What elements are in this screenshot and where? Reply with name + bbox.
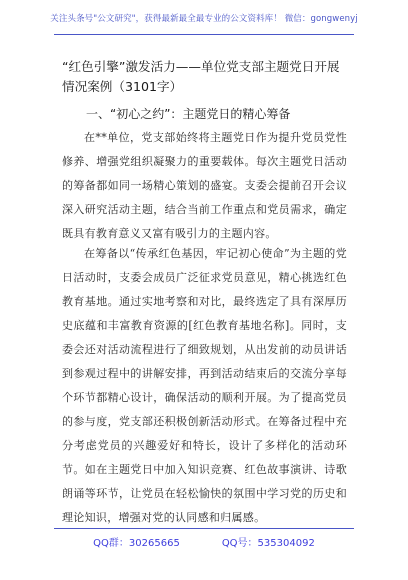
page-header [0, 0, 408, 44]
document-title: “红色引擎”激发活力——单位党支部主题党日开展情况案例（3101字） [62, 59, 340, 94]
body-paragraph: 在**单位，党支部始终将主题党日作为提升党员党性修养、增强党组织凝聚力的重要载体。每次主题党日活动的筹备都如同一场精心策划的盛宴。支委会提前召开会议深入研究活动主题，结合当前工作重点和党员需求，确定既具有教育意义又富有吸引力的主题内容。 [62, 131, 347, 240]
section-heading: 一、“初心之约”：主题党日的精心筹备 [86, 107, 291, 121]
header-banner-text: 关注头条号"公文研究"，获得最新最全最专业的公文资料库！ 微信：gongwenyj [50, 14, 358, 24]
footer-divider [54, 528, 354, 529]
footer-qq-group: QQ群：30265665 [93, 538, 180, 549]
header-divider [54, 34, 354, 35]
footer-qq-number: QQ号：535304092 [221, 538, 315, 549]
body-paragraph: 在筹备以“传承红色基因，牢记初心使命”为主题的党日活动时，支委会成员广泛征求党员意见，精心挑选红色教育基地。通过实地考察和对比，最终选定了具有深厚历史底蕴和丰富教育资源的[红色教育基地名称]。同时，支委会还对活动流程进行了细致规划，从出发前的动员讲话到参观过程中的讲解安排，再到活动结束后的交流分享每个环节都精心设计，确保活动的顺利开展。为了提高党员的参与度，党支部还积极创新活动形式。在筹备过程中充分考虑党员的兴趣爱好和特长，设计了多样化的活动环节。如在主题党日中加入知识竞赛、红色故事演讲、诗歌朗诵等环节，让党员在轻松愉快的氛围中学习党的历史和理论知识，增强对党的认同感和归属感。 [62, 247, 347, 524]
page-footer [0, 534, 408, 549]
